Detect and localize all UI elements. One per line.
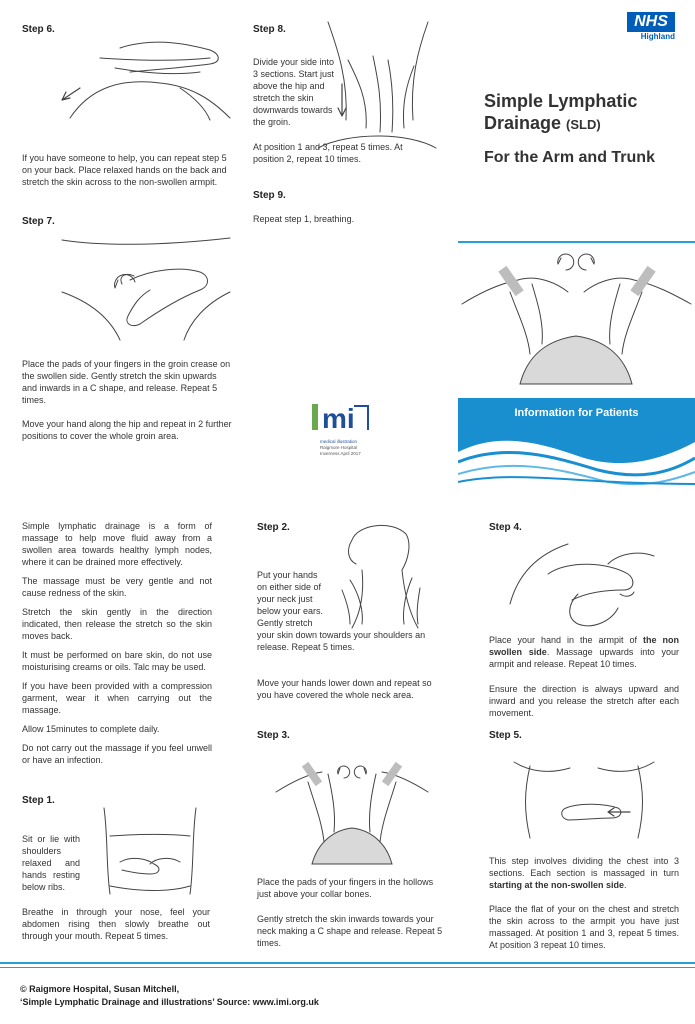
step5-text2: Place the flat of your on the chest and stretch the skin across to the armpit you have just massaged. At position 1 and 3, repeat 5 times. At position 3 repeat 10 times.: [489, 904, 679, 950]
step1-illustration: [90, 806, 210, 896]
step9-heading: Step 9.: [253, 190, 286, 201]
step5-illustration: [510, 752, 658, 840]
imi-brand: medical illustration: [320, 439, 358, 444]
step2-heading: Step 2.: [257, 522, 290, 533]
step2-text2: Move your hands lower down and repeat so you have covered the whole neck area.: [257, 678, 432, 700]
step3-illustration: [272, 752, 432, 867]
step8-text2: At position 1 and 3, repeat 5 times. At position 2, repeat 10 times.: [253, 142, 403, 164]
step1-text2: Breathe in through your nose, feel your abdomen rising then slowly breathe out through your mouth. Repeat 5 times.: [22, 907, 210, 941]
step5-heading: Step 5.: [489, 730, 522, 741]
step2-text1-block: Put your hands on either side of your neck just below your ears. Gently stretch your skin down towards your shoulders an release. Repeat 5 times.: [257, 570, 426, 652]
footer-divider-thin: [0, 967, 695, 968]
intro-p1: Simple lymphatic drainage is a form of massage to help move fluid away from a swollen area towards healthy lymph nodes, where it can be drained more effectively.: [22, 521, 212, 567]
cover-title-abbr: (SLD): [566, 117, 601, 132]
step5-text1: This step involves dividing the chest into 3 sections. Each section is massaged in turn starting at the non-swollen side.: [489, 856, 679, 890]
intro-p2: The massage must be very gentle and not cause redness of the skin.: [22, 576, 212, 598]
cover-title: [484, 90, 684, 136]
step3-heading: Step 3.: [257, 730, 290, 741]
step4-text1: Place your hand in the armpit of the non swollen side. Massage upwards into your armpit and release. Repeat 10 times.: [489, 635, 679, 669]
imi-org: Raigmore Hospital: [320, 445, 358, 450]
step4-illustration: [508, 534, 656, 629]
wave-graphic: [458, 422, 695, 490]
step8-text1: Divide your side into 3 sections. Start just above the hip and stretch the skin downwards towards the groin.: [253, 57, 335, 127]
step4-heading: Step 4.: [489, 522, 522, 533]
cover-divider: [458, 241, 695, 243]
step3-text1: Place the pads of your fingers in the hollows just above your collar bones.: [257, 877, 434, 899]
cover-title-line1: Simple Lymphatic: [484, 91, 638, 111]
step1-heading: Step 1.: [22, 795, 55, 806]
step6-text: If you have someone to help, you can repeat step 5 on your back. Place relaxed hands on the back and stretch the skin across to the non-swollen armpit.: [22, 153, 227, 187]
step4-text2: Ensure the direction is always upward and inward and you release the stretch after each movement.: [489, 684, 679, 718]
intro-column: [22, 520, 212, 766]
nhs-logo-text: NHS: [627, 12, 675, 32]
nhs-region: Highland: [640, 32, 675, 41]
imi-date: Inverness April 2017: [320, 451, 361, 456]
cover-subtitle: For the Arm and Trunk: [484, 149, 655, 166]
footer-credit: [20, 983, 319, 1009]
step5-text1-bold: starting at the non-swollen side: [489, 880, 625, 890]
intro-p7: Do not carry out the massage if you feel unwell or have an infection.: [22, 743, 212, 765]
step1-text1: Sit or lie with shoulders relaxed and hands resting below ribs.: [22, 834, 80, 892]
imi-mark-icon: [310, 400, 385, 434]
nhs-logo: [627, 12, 675, 41]
imi-mark-text: mi: [322, 403, 355, 434]
footer-line1: © Raigmore Hospital, Susan Mitchell,: [20, 984, 180, 994]
intro-p3: Stretch the skin gently in the direction indicated, then release the stretch so the skin moves back.: [22, 607, 212, 641]
footer-line2: ‘Simple Lymphatic Drainage and illustrations’ Source: www.imi.org.uk: [20, 997, 319, 1007]
step3-cover-illustration: [458, 244, 695, 392]
step7-text2: Move your hand along the hip and repeat in 2 further positions to cover the whole groin area.: [22, 419, 232, 441]
step8-illustration: [318, 20, 438, 155]
step4-text1-bold: the non swollen side: [489, 635, 679, 657]
footer-divider-top: [0, 962, 695, 964]
step6-illustration: [60, 28, 235, 123]
cover-title-line2: Drainage (SLD): [484, 113, 601, 133]
intro-p6: Allow 15minutes to complete daily.: [22, 724, 160, 734]
info-banner-text: Information for Patients: [514, 407, 639, 419]
step6-heading: Step 6.: [22, 24, 55, 35]
info-banner: [458, 398, 695, 490]
step7-heading: Step 7.: [22, 216, 55, 227]
step3-text2: Gently stretch the skin inwards towards your neck making a C shape and release. Repeat 5 times.: [257, 914, 443, 948]
imi-logo: [310, 400, 385, 460]
intro-p5: If you have been provided with a compression garment, wear it when carrying out the massage.: [22, 681, 212, 715]
step7-illustration: [60, 232, 235, 342]
step7-text1: Place the pads of your fingers in the groin crease on the swollen side. Gently stretch the skin upwards and inwards in a C shape, and release. Repeat 5 times.: [22, 359, 231, 405]
step8-heading: Step 8.: [253, 24, 286, 35]
intro-p4: It must be performed on bare skin, do not use moisturising creams or oils. Talc may be used.: [22, 650, 212, 672]
step9-text: Repeat step 1, breathing.: [253, 214, 355, 224]
